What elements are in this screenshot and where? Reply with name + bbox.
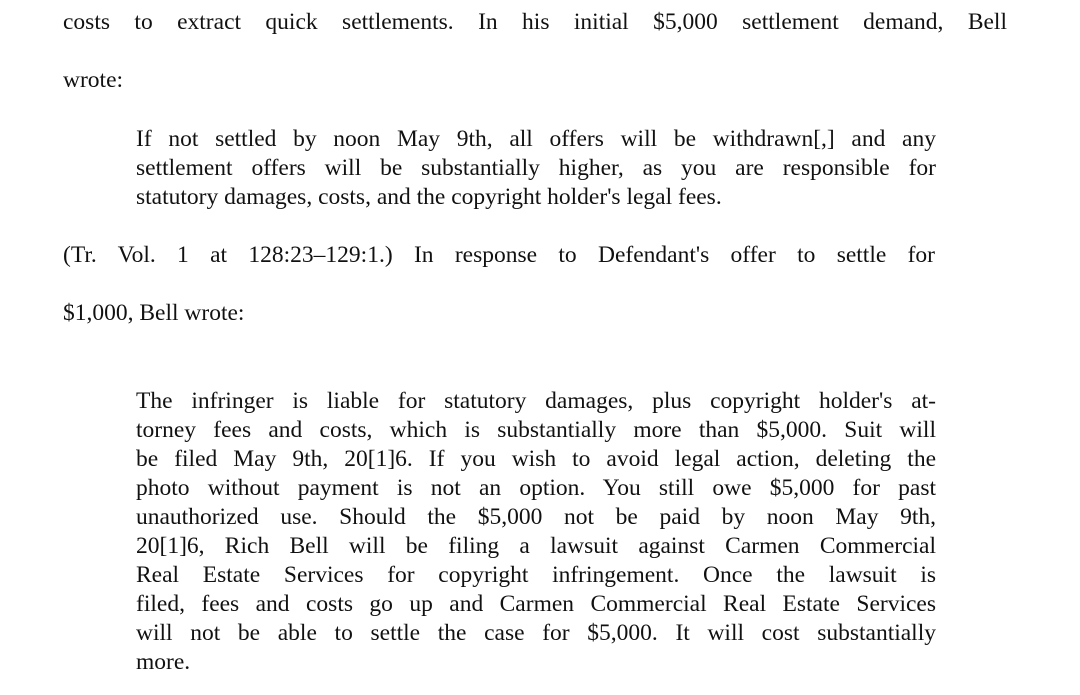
quote-2-line: Real Estate Services for copyright infringement. Once the lawsuit is: [136, 562, 936, 588]
quote-2-line: be filed May 9th, 20[1]6. If you wish to avoid legal action, deleting the: [136, 446, 936, 472]
block-quote-2: [136, 387, 936, 677]
quote-2-line: torney fees and costs, which is substantially more than $5,000. Suit will: [136, 417, 936, 443]
quote-2-line: photo without payment is not an option. You still owe $5,000 for past: [136, 475, 936, 501]
paragraph-citation-line-1: (Tr. Vol. 1 at 128:23–129:1.) In response to Defendant's offer to settle for: [63, 242, 935, 268]
quote-1-line: statutory damages, costs, and the copyright holder's legal fees.: [136, 184, 722, 210]
paragraph-citation-line-2: $1,000, Bell wrote:: [63, 300, 245, 326]
quote-2-line: filed, fees and costs go up and Carmen Commercial Real Estate Services: [136, 591, 936, 617]
quote-2-line: 20[1]6, Rich Bell will be filing a lawsuit against Carmen Commercial: [136, 533, 936, 559]
paragraph-intro-line-1: costs to extract quick settlements. In his initial $5,000 settlement demand, Bell: [63, 9, 1007, 35]
quote-2-line: unauthorized use. Should the $5,000 not be paid by noon May 9th,: [136, 504, 936, 530]
quote-2-line: will not be able to settle the case for $5,000. It will cost substantially: [136, 620, 936, 646]
block-quote-1: [136, 125, 936, 212]
paragraph-intro-line-2: wrote:: [63, 67, 124, 93]
quote-1-line: If not settled by noon May 9th, all offers will be withdrawn[,] and any: [136, 126, 936, 152]
quote-2-line: more.: [136, 649, 191, 675]
quote-2-line: The infringer is liable for statutory damages, plus copyright holder's at-: [136, 388, 936, 414]
quote-1-line: settlement offers will be substantially higher, as you are responsible for: [136, 155, 936, 181]
